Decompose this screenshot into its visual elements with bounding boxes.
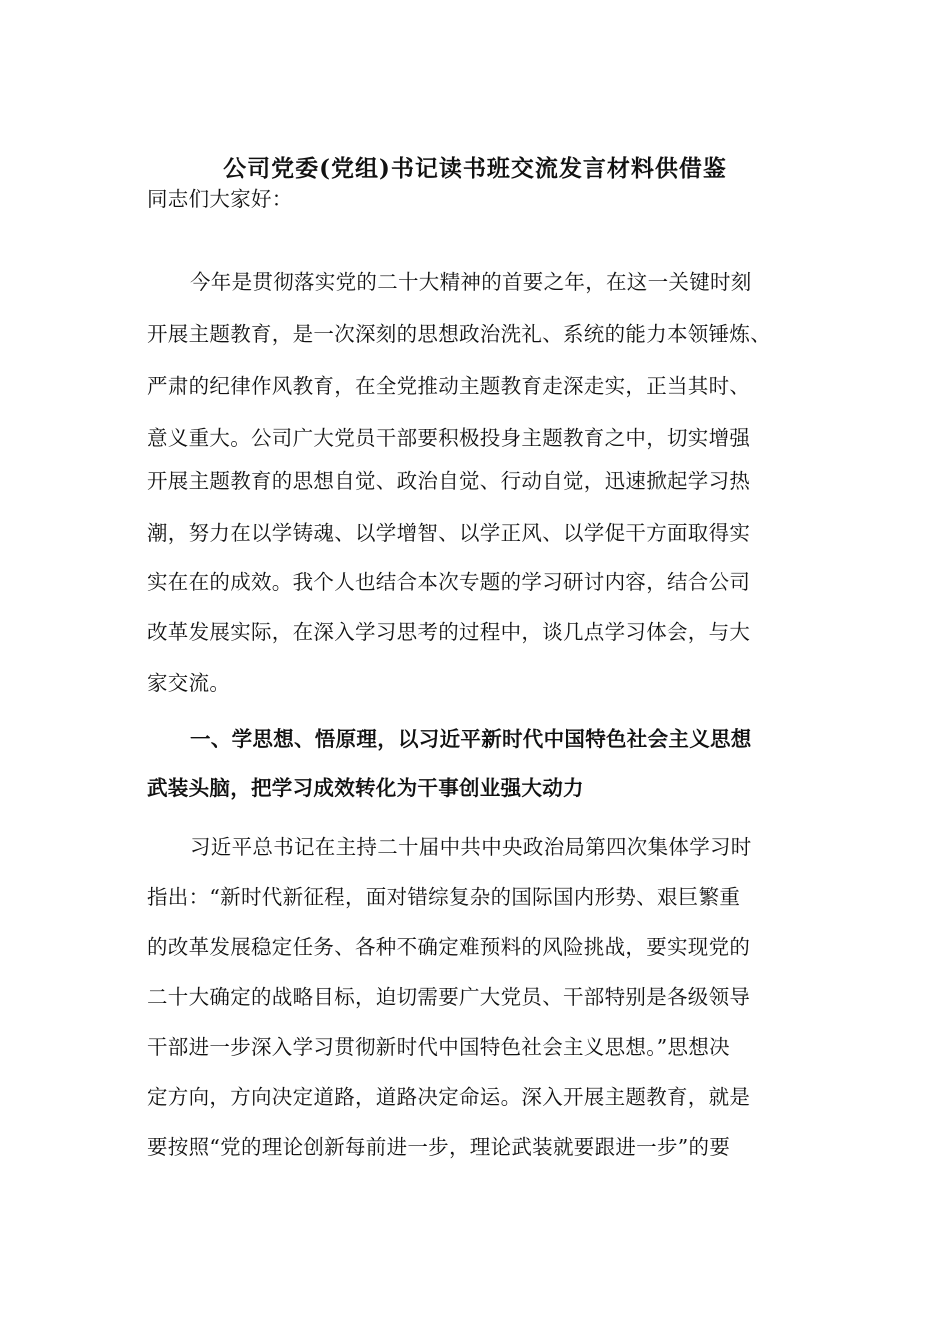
document-title: 公司党委(党组)书记读书班交流发言材料供借鉴 (223, 155, 727, 182)
paragraph-line: 二十大确定的战略目标，迫切需要广大党员、干部特别是各级领导 (147, 985, 751, 1009)
paragraph-line: 开展主题教育的思想自觉、政治自觉、行动自觉，迅速掀起学习热 (147, 469, 751, 493)
paragraph-line: 要按照“党的理论创新每前进一步，理论武装就要跟进一步”的要 (147, 1135, 731, 1159)
paragraph-line: 开展主题教育，是一次深刻的思想政治洗礼、系统的能力本领锤炼、 (147, 322, 771, 346)
paragraph-line: 的改革发展稳定任务、各种不确定难预料的风险挑战，要实现党的 (147, 935, 751, 959)
paragraph-line: 家交流。 (147, 671, 231, 695)
paragraph-line: 今年是贯彻落实党的二十大精神的首要之年，在这一关键时刻 (190, 270, 752, 294)
paragraph-line: 定方向，方向决定道路，道路决定命运。深入开展主题教育，就是 (147, 1085, 751, 1109)
section-heading: 武装头脑，把学习成效转化为干事创业强大动力 (147, 776, 584, 800)
paragraph-line: 干部进一步深入学习贯彻新时代中国特色社会主义思想。”思想决 (147, 1035, 730, 1059)
paragraph-line: 指出：“新时代新征程，面对错综复杂的国际国内形势、艰巨繁重 (147, 885, 741, 909)
paragraph-line: 严肃的纪律作风教育，在全党推动主题教育走深走实，正当其时、 (147, 374, 751, 398)
paragraph-line: 潮，努力在以学铸魂、以学增智、以学正风、以学促干方面取得实 (147, 521, 751, 545)
paragraph-line: 习近平总书记在主持二十届中共中央政治局第四次集体学习时 (190, 835, 752, 859)
paragraph-line: 改革发展实际，在深入学习思考的过程中，谈几点学习体会，与大 (147, 620, 751, 644)
section-heading: 一、学思想、悟原理，以习近平新时代中国特色社会主义思想 (190, 727, 752, 751)
paragraph-line: 意义重大。公司广大党员干部要积极投身主题教育之中，切实增强 (147, 426, 751, 450)
greeting: 同志们大家好： (147, 187, 293, 211)
paragraph-line: 实在在的成效。我个人也结合本次专题的学习研讨内容，结合公司 (147, 570, 751, 594)
